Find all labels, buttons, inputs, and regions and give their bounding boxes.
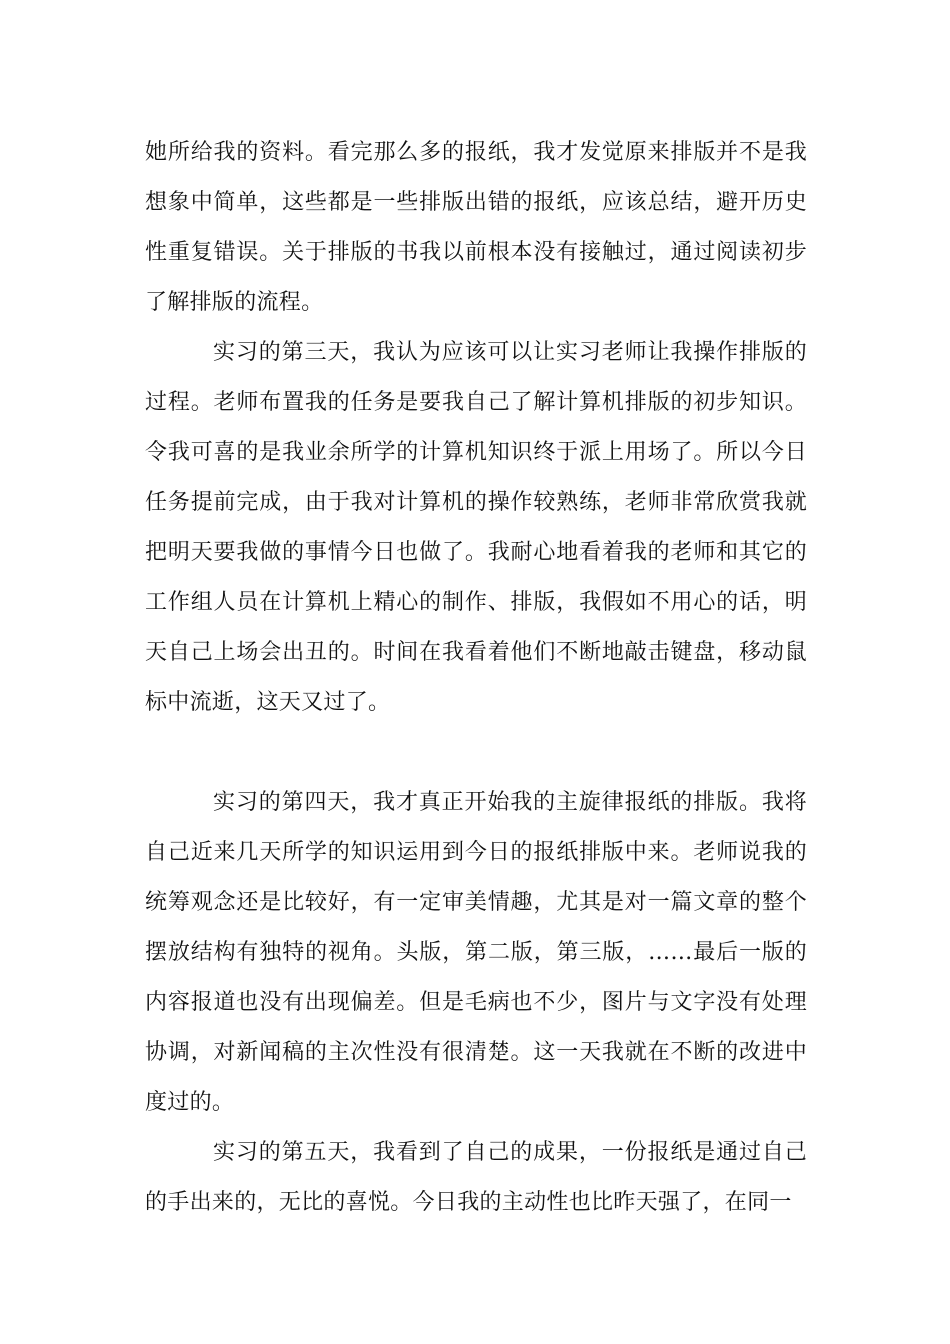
paragraph-2: 实习的第三天，我认为应该可以让实习老师让我操作排版的过程。老师布置我的任务是要我自己了解计算机排版的初步知识。令我可喜的是我业余所学的计算机知识终于派上用场了。所以今日任务提前完成，由于我对计算机的操作较熟练，老师非常欣赏我就把明天要我做的事情今日也做了。我耐心地看着我的老师和其它的工作组人员在计算机上精心的制作、排版，我假如不用心的话，明天自己上场会出丑的。时间在我看着他们不断地敲击键盘，移动鼠标中流逝，这天又过了。 <box>145 340 807 715</box>
paragraph-3: 实习的第四天，我才真正开始我的主旋律报纸的排版。我将自己近来几天所学的知识运用到今日的报纸排版中来。老师说我的统筹观念还是比较好，有一定审美情趣，尤其是对一篇文章的整个摆放结构有独特的视角。头版，第二版，第三版，……最后一版的内容报道也没有出现偏差。但是毛病也不少，图片与文字没有处理协调，对新闻稿的主次性没有很清楚。这一天我就在不断的改进中度过的。 <box>145 790 807 1115</box>
body-text <box>145 128 807 1228</box>
paragraph-4: 实习的第五天，我看到了自己的成果，一份报纸是通过自己的手出来的，无比的喜悦。今日我的主动性也比昨天强了，在同一 <box>145 1140 807 1215</box>
paragraph-1: 她所给我的资料。看完那么多的报纸，我才发觉原来排版并不是我想象中简单，这些都是一些排版出错的报纸，应该总结，避开历史性重复错误。关于排版的书我以前根本没有接触过，通过阅读初步了解排版的流程。 <box>145 140 807 315</box>
